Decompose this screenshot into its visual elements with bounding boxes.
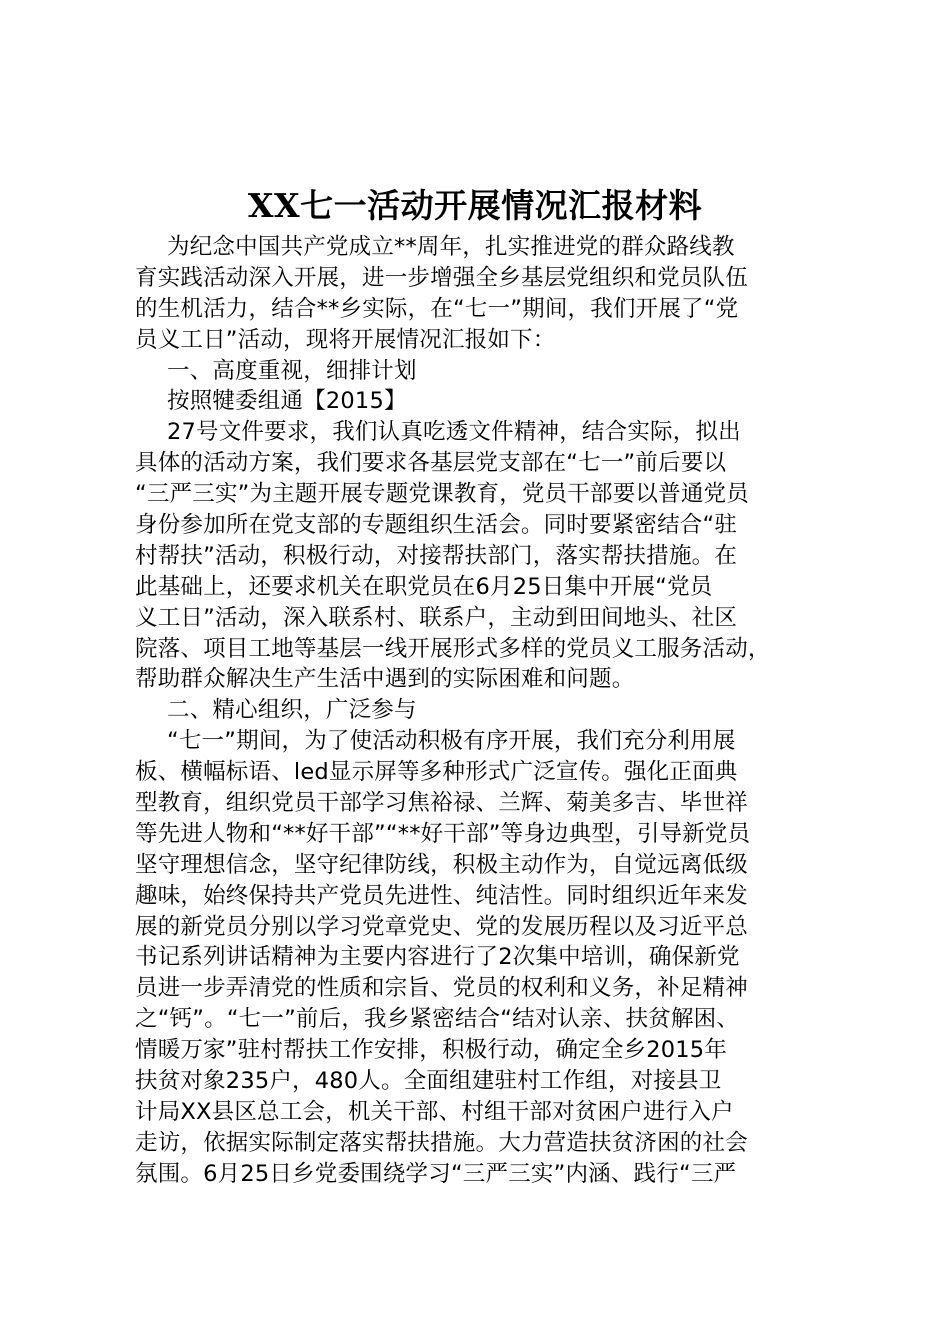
body-line: 坚守理想信念，坚守纪律防线，积极主动作为，自觉远离低级 xyxy=(135,851,748,878)
body-line: 书记系列讲话精神为主要内容进行了2次集中培训，确保新党 xyxy=(135,944,740,971)
body-line: 展的新党员分别以学习党章党史、党的发展历程以及习近平总 xyxy=(135,913,748,940)
body-line: 27号文件要求，我们认真吃透文件精神，结合实际，拟出 xyxy=(167,419,741,446)
body-line: 氛围。6月25日乡党委围绕学习“三严三实”内涵、践行“三严 xyxy=(135,1160,737,1187)
body-line: 为纪念中国共产党成立**周年，扎实推进党的群众路线教 xyxy=(167,234,735,260)
body-line: 一、高度重视，细排计划 xyxy=(167,357,417,384)
body-line: “七一”期间，为了使活动积极有序开展，我们充分利用展 xyxy=(167,728,736,755)
body-line: 员义工日”活动，现将开展情况汇报如下： xyxy=(135,326,556,353)
body-line: 之“钙”。“七一”前后，我乡紧密结合“结对认亲、扶贫解困、 xyxy=(135,1006,740,1033)
document-body xyxy=(135,232,835,1190)
body-line: 板、横幅标语、led显示屏等多种形式广泛宣传。强化正面典 xyxy=(135,759,738,786)
body-line: 院落、项目工地等基层一线开展形式多样的党员义工服务活动， xyxy=(135,635,771,662)
body-line: 计局XX县区总工会，机关干部、村组干部对贫困户进行入户 xyxy=(135,1098,734,1125)
body-line: 走访，依据实际制定落实帮扶措施。大力营造扶贫济困的社会 xyxy=(135,1129,748,1156)
body-line: 育实践活动深入开展，进一步增强全乡基层党组织和党员队伍 xyxy=(135,264,748,291)
body-line: 情暖万家”驻村帮扶工作安排，积极行动，确定全乡2015年 xyxy=(135,1037,728,1064)
body-line: 型教育，组织党员干部学习焦裕禄、兰辉、菊美多吉、毕世祥 xyxy=(135,790,748,817)
body-line: “三严三实”为主题开展专题党课教育，党员干部要以普通党员 xyxy=(135,481,749,508)
body-line: 村帮扶”活动，积极行动，对接帮扶部门，落实帮扶措施。在 xyxy=(135,542,738,569)
body-line: 按照犍委组通【2015】 xyxy=(167,388,407,415)
body-line: 的生机活力，结合**乡实际，在“七一”期间，我们开展了“党 xyxy=(135,295,739,322)
body-line: 等先进人物和“**好干部”“**好干部”等身边典型，引导新党员 xyxy=(135,820,751,847)
document-title: XX七一活动开展情况汇报材料 xyxy=(247,186,703,225)
body-line: 身份参加所在党支部的专题组织生活会。同时要紧密结合“驻 xyxy=(135,512,738,539)
body-line: 此基础上，还要求机关在职党员在6月25日集中开展“党员 xyxy=(135,573,713,600)
body-line: 扶贫对象235户，480人。全面组建驻村工作组，对接县卫 xyxy=(135,1068,722,1095)
body-line: 义工日”活动，深入联系村、联系户，主动到田间地头、社区 xyxy=(135,604,738,631)
body-line: 二、精心组织，广泛参与 xyxy=(167,697,417,724)
body-line: 趣味，始终保持共产党员先进性、纯洁性。同时组织近年来发 xyxy=(135,882,748,909)
body-line: 员进一步弄清党的性质和宗旨、党员的权利和义务，补足精神 xyxy=(135,975,748,1002)
body-line: 帮助群众解决生产生活中遇到的实际困难和问题。 xyxy=(135,666,635,693)
body-line: 具体的活动方案，我们要求各基层党支部在“七一”前后要以 xyxy=(135,450,727,477)
